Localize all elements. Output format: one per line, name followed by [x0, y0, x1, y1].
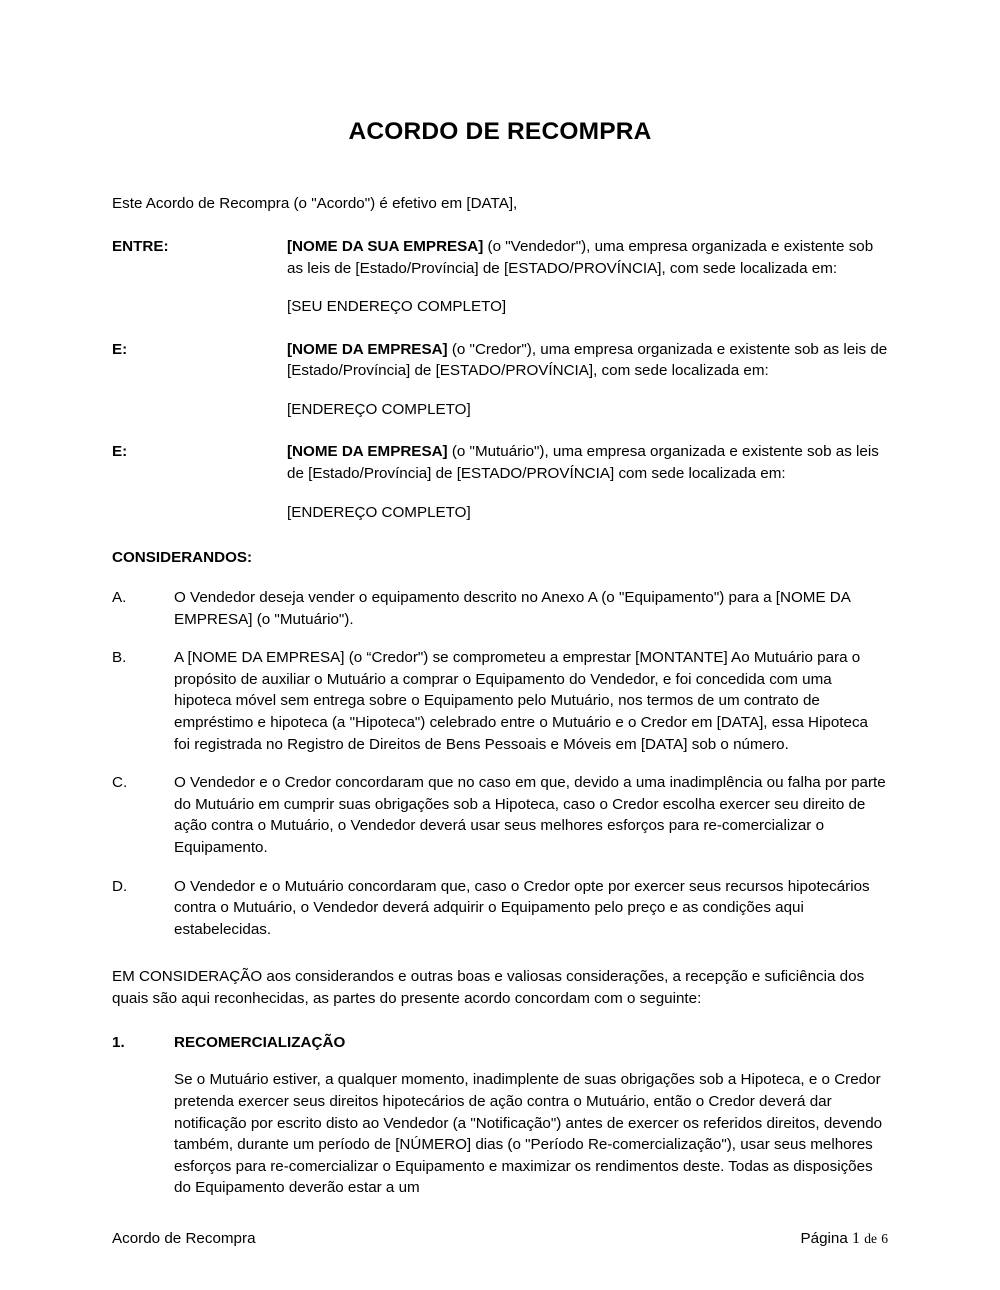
footer-page-label: Página [800, 1230, 848, 1247]
party-text: (o "Mutuário"), uma empresa organizada e existente sob as leis de [Estado/Província] de [ESTADO/PROVÍNCIA] com sede localizada em: [287, 443, 879, 483]
recital-text: A [NOME DA EMPRESA] (o “Credor") se comprometeu a emprestar [MONTANTE] Ao Mutuário para o propósito de auxiliar o Mutuário a comprar o Equipamento do Vendedor, e foi concedida com uma hipoteca móvel sem entrega sobre o Equipamento pelo Mutuário, nos termos de um contrato de empréstimo e hipoteca (a "Hipoteca") celebrado entre o Mutuário e o Credor em [DATA], essa Hipoteca foi registrada no Registro de Direitos de Bens Pessoais e Móveis em [DATA] sob o número. [174, 649, 868, 753]
party-name: [NOME DA EMPRESA] [287, 340, 448, 358]
recital-item [112, 647, 888, 755]
footer-document-name: Acordo de Recompra [112, 1230, 256, 1247]
party-description [287, 441, 888, 484]
clause-heading [112, 1034, 888, 1051]
party-name: [NOME DA SUA EMPRESA] [287, 237, 484, 255]
party-body [287, 339, 888, 421]
recital-letter: A. [112, 589, 127, 607]
recitals-heading: CONSIDERANDOS: [112, 549, 253, 567]
clause-text: Se o Mutuário estiver, a qualquer momento, inadimplente de suas obrigações sob a Hipoteca, e o Credor pretenda exercer seus direitos hipotecários de ação contra o Mutuário, então o Credor deverá dar notificação por escrito disto ao Vendedor (a "Notificação") antes de exercer os referidos direitos, devendo também, durante um período de [NÚMERO] dias (o "Período Re-comercialização"), usar seus melhores esforços para re-comercializar o Equipamento e maximizar os rendimentos deste. Todas as disposições do Equipamento deverão estar a um [174, 1071, 883, 1197]
clause-title: RECOMERCIALIZAÇÃO [174, 1034, 346, 1052]
party-entry-borrower [112, 441, 888, 523]
recital-item [112, 876, 888, 941]
party-label: E: [112, 340, 128, 358]
party-entry-seller [112, 236, 888, 318]
party-text: (o "Credor"), uma empresa organizada e existente sob as leis de [Estado/Província] de [ESTADO/PROVÍNCIA], com sede localizada em: [287, 340, 888, 380]
party-body [287, 236, 888, 318]
party-address: [ENDEREÇO COMPLETO] [287, 400, 471, 418]
consideration-paragraph: EM CONSIDERAÇÃO aos considerandos e outras boas e valiosas considerações, a recepção e suficiência dos quais são aqui reconhecidas, as partes do presente acordo concordam com o seguinte: [112, 968, 865, 1007]
recitals-list [112, 587, 888, 940]
footer-page-number: 1 [852, 1230, 861, 1247]
recital-text: O Vendedor e o Credor concordaram que no caso em que, devido a uma inadimplência ou falha por parte do Mutuário em cumprir suas obrigações sob a Hipoteca, caso o Credor escolha exercer seu direito de ação contra o Mutuário, o Vendedor deverá usar seus melhores esforços para re-comercializar o Equipamento. [174, 774, 886, 856]
recital-text: O Vendedor e o Mutuário concordaram que, caso o Credor opte por exercer seus recursos hipotecários contra o Mutuário, o Vendedor deverá adquirir o Equipamento pelo preço e as condições aqui estabelecidas. [174, 877, 870, 938]
party-label: ENTRE: [112, 237, 169, 255]
party-body [287, 441, 888, 523]
page-title: ACORDO DE RECOMPRA [348, 118, 652, 145]
footer-of-label: de [864, 1231, 878, 1246]
party-description [287, 236, 888, 279]
recital-letter: C. [112, 774, 128, 792]
intro-paragraph: Este Acordo de Recompra (o "Acordo") é efetivo em [DATA], [112, 195, 518, 212]
footer-pagination [801, 1230, 889, 1248]
party-address: [SEU ENDEREÇO COMPLETO] [287, 298, 507, 316]
party-name: [NOME DA EMPRESA] [287, 443, 448, 461]
party-entry-creditor [112, 339, 888, 421]
recital-text: O Vendedor deseja vender o equipamento descrito no Anexo A (o "Equipamento") para a [NOME DA EMPRESA] (o "Mutuário"). [174, 589, 851, 628]
page-footer [112, 1230, 888, 1248]
recital-item [112, 587, 888, 630]
party-label: E: [112, 443, 128, 461]
clause-number: 1. [112, 1034, 125, 1052]
recital-letter: B. [112, 649, 127, 667]
party-address: [ENDEREÇO COMPLETO] [287, 503, 471, 521]
party-description [287, 339, 888, 382]
recital-letter: D. [112, 877, 128, 895]
party-text: (o "Vendedor"), uma empresa organizada e existente sob as leis de [Estado/Província] de [ESTADO/PROVÍNCIA], com sede localizada em: [287, 237, 874, 277]
footer-page-total: 6 [881, 1231, 888, 1246]
recital-item [112, 772, 888, 858]
